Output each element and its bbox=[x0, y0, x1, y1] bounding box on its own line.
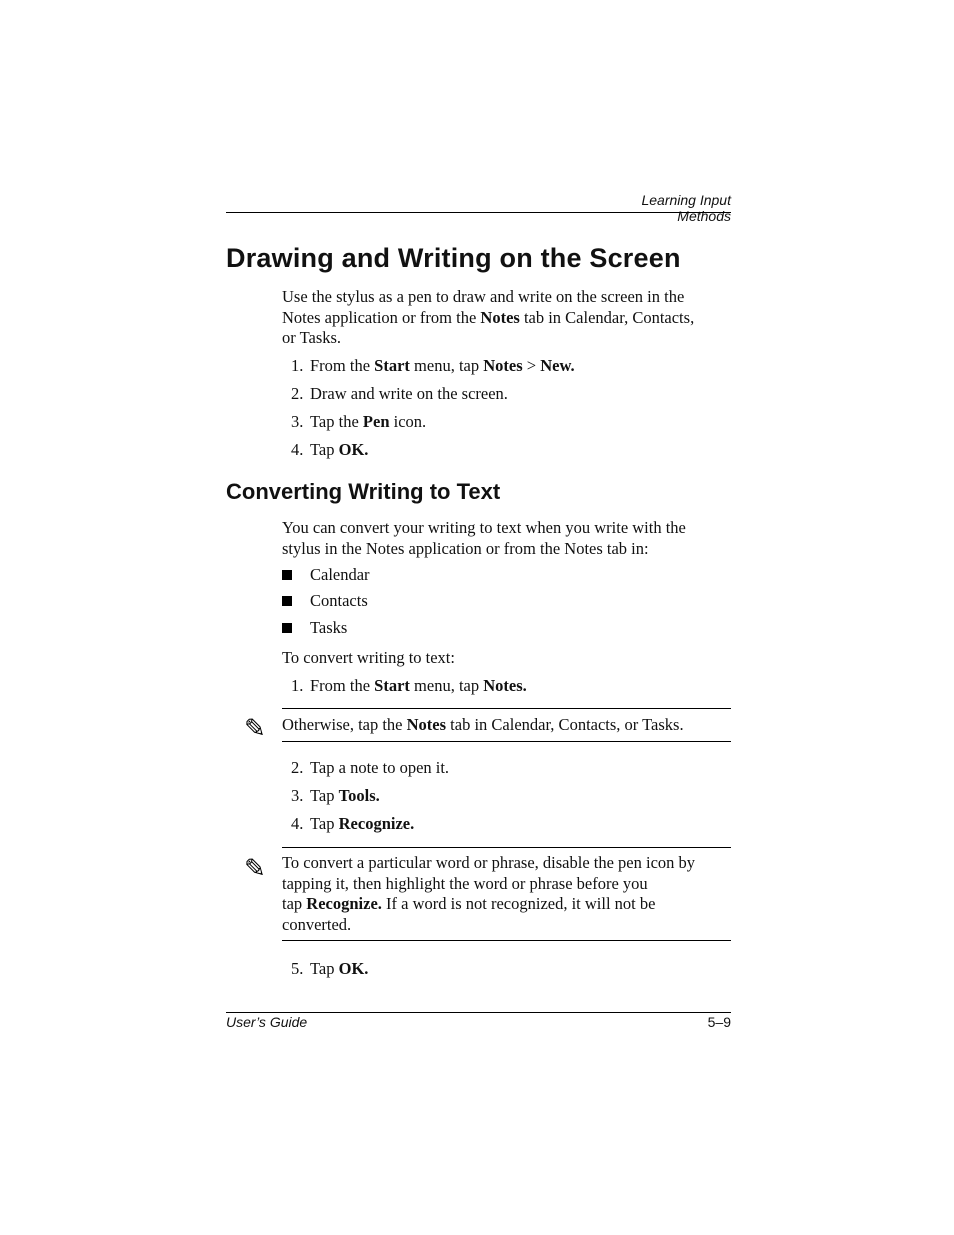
step-4: 4. Tap OK. bbox=[291, 440, 369, 459]
step-1: 1. From the Start menu, tap Notes > New. bbox=[291, 356, 575, 375]
convert-step-4: 4. Tap Recognize. bbox=[291, 814, 415, 833]
convert-step-3: 3. Tap Tools. bbox=[291, 786, 380, 805]
note-rule bbox=[282, 847, 731, 848]
convert-step-5: 5. Tap OK. bbox=[291, 959, 369, 978]
note-rule bbox=[282, 741, 731, 742]
page-number: 5–9 bbox=[707, 1014, 731, 1030]
convert-step-2: 2. Tap a note to open it. bbox=[291, 758, 450, 777]
intro-line: Notes application or from the Notes tab in Calendar, Contacts, bbox=[282, 307, 695, 327]
header-rule bbox=[226, 212, 731, 213]
note-otherwise: Otherwise, tap the Notes tab in Calendar, Contacts, or Tasks. bbox=[282, 715, 684, 734]
square-bullet-icon bbox=[282, 596, 292, 606]
section-title-converting: Converting Writing to Text bbox=[226, 479, 501, 504]
section-title-drawing: Drawing and Writing on the Screen bbox=[226, 243, 681, 273]
section2-intro bbox=[282, 518, 732, 559]
convert-lead: To convert writing to text: bbox=[282, 648, 455, 667]
intro-line: Use the stylus as a pen to draw and write on the screen in the bbox=[282, 287, 685, 306]
note-rule bbox=[282, 708, 731, 709]
note-line: tap Recognize. If a word is not recognized, it will not be bbox=[282, 894, 656, 913]
intro-line: stylus in the Notes application or from the Notes tab in: bbox=[282, 538, 649, 558]
convert-step-1: 1. From the Start menu, tap Notes. bbox=[291, 676, 527, 695]
intro-line: You can convert your writing to text when you write with the bbox=[282, 518, 686, 537]
note-line: To convert a particular word or phrase, disable the pen icon by bbox=[282, 853, 696, 872]
note-recognize-tip bbox=[282, 853, 722, 935]
square-bullet-icon bbox=[282, 623, 292, 633]
note-line: tapping it, then highlight the word or phrase before you bbox=[282, 873, 648, 893]
intro-line: or Tasks. bbox=[282, 328, 342, 347]
footer-guide-title: User’s Guide bbox=[226, 1014, 308, 1030]
section1-intro bbox=[282, 287, 732, 349]
step-2: 2. Draw and write on the screen. bbox=[291, 384, 508, 403]
note-line: converted. bbox=[282, 914, 352, 934]
footer-rule bbox=[226, 1012, 731, 1013]
running-head: Learning Input Methods bbox=[641, 192, 731, 224]
note-pencil-icon: ✎ bbox=[244, 854, 266, 883]
square-bullet-icon bbox=[282, 570, 292, 580]
note-rule bbox=[282, 940, 731, 941]
note-pencil-icon: ✎ bbox=[244, 714, 266, 743]
step-3: 3. Tap the Pen icon. bbox=[291, 412, 427, 431]
